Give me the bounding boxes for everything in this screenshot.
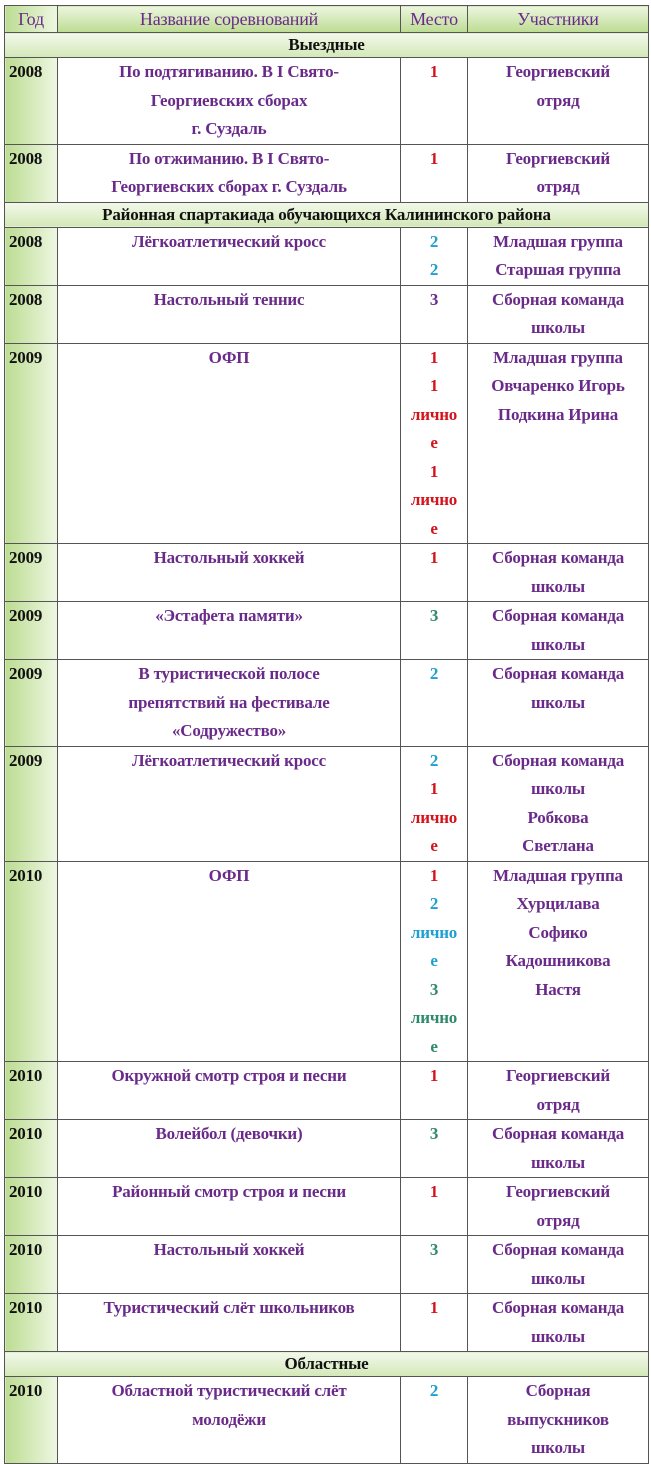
header-place: Место (401, 6, 468, 33)
place-line: лично (410, 1008, 458, 1027)
year-cell: 2009 (5, 660, 58, 747)
year-cell: 2010 (5, 1120, 58, 1178)
participants-cell (468, 144, 649, 202)
participants-cell (468, 343, 649, 544)
participants-line: Георгиевский (506, 148, 610, 168)
year-cell: 2010 (5, 1377, 58, 1464)
year-cell: 2008 (5, 58, 58, 145)
participants-cell (468, 1294, 649, 1352)
competitions-table (4, 5, 649, 1464)
place-line: 2 (429, 260, 439, 279)
year-cell: 2008 (5, 285, 58, 343)
participants-line: Софико (528, 922, 588, 942)
participants-line: Сборная команда (491, 1124, 625, 1143)
table-row (5, 861, 649, 1062)
table-row (5, 1236, 649, 1294)
participants-line: Младшая группа (493, 347, 623, 367)
participants-line: Подкина Ирина (497, 404, 619, 424)
table-row (5, 544, 649, 602)
place-line: е (430, 951, 438, 970)
competition-name-cell (58, 1178, 401, 1236)
competition-name-line: ОФП (208, 865, 250, 885)
competition-name-line: В туристической полосе (138, 664, 320, 683)
header-name: Название соревнований (58, 6, 401, 33)
table-row (5, 746, 649, 861)
place-line: 1 (429, 865, 439, 885)
section-row (5, 1352, 649, 1377)
competition-name-line: Настольный теннис (153, 289, 305, 309)
participants-cell (468, 1062, 649, 1120)
competition-name-line: Настольный хоккей (153, 1240, 305, 1259)
competition-name-line: ОФП (208, 347, 250, 367)
place-line: 1 (429, 62, 439, 81)
place-cell (401, 285, 468, 343)
place-cell (401, 602, 468, 660)
table-row (5, 602, 649, 660)
place-line: 1 (429, 779, 439, 798)
place-line: е (430, 518, 438, 538)
participants-cell (468, 285, 649, 343)
participants-line: Сборная команда (491, 289, 625, 309)
place-line: 3 (429, 1124, 439, 1143)
place-cell (401, 1377, 468, 1464)
competition-name-line: «Содружество» (171, 721, 287, 740)
competition-name-line: Лёгкоатлетический кросс (132, 231, 326, 251)
year-cell: 2010 (5, 1062, 58, 1120)
participants-line: отряд (536, 1210, 580, 1230)
year-cell: 2009 (5, 343, 58, 544)
competition-name-cell (58, 227, 401, 285)
competition-name-line: препятствий на фестивале (128, 692, 330, 712)
section-title: Районная спартакиада обучающихся Калининского района (5, 202, 649, 227)
competition-name-line: «Эстафета памяти» (155, 606, 303, 625)
place-line: 3 (429, 606, 439, 625)
place-line: 2 (429, 664, 439, 683)
place-line: 1 (429, 1066, 439, 1085)
participants-line: школы (530, 1152, 585, 1172)
competition-name-cell (58, 1120, 401, 1178)
place-line: 3 (429, 289, 439, 309)
participants-cell (468, 746, 649, 861)
participants-cell (468, 544, 649, 602)
competition-name-cell (58, 1294, 401, 1352)
place-line: 1 (429, 1182, 439, 1201)
competition-name-cell (58, 1236, 401, 1294)
competition-name-cell (58, 285, 401, 343)
year-cell: 2010 (5, 1236, 58, 1294)
participants-line: школы (530, 1268, 585, 1288)
competition-name-line: г. Суздаль (191, 119, 267, 138)
participants-line: выпускников (507, 1409, 609, 1429)
section-row (5, 33, 649, 58)
participants-line: Сборная команда (491, 606, 625, 625)
participants-line: Настя (535, 979, 581, 999)
participants-cell (468, 58, 649, 145)
participants-line: Георгиевский (506, 62, 610, 81)
participants-line: Георгиевский (506, 1066, 610, 1085)
place-line: лично (410, 490, 458, 509)
participants-cell (468, 1120, 649, 1178)
participants-line: школы (530, 1326, 585, 1346)
participants-line: Кадошникова (505, 951, 611, 970)
place-cell (401, 1236, 468, 1294)
year-cell: 2010 (5, 861, 58, 1062)
participants-cell (468, 1178, 649, 1236)
participants-cell (468, 227, 649, 285)
place-line: лично (410, 807, 458, 827)
place-cell (401, 746, 468, 861)
participants-cell (468, 602, 649, 660)
competition-name-cell (58, 144, 401, 202)
competition-name-line: Георгиевских сборах г. Суздаль (111, 177, 347, 196)
place-cell (401, 1062, 468, 1120)
participants-line: Младшая группа (493, 231, 623, 251)
competition-name-cell (58, 746, 401, 861)
participants-line: школы (530, 576, 585, 596)
table-row (5, 285, 649, 343)
participants-cell (468, 861, 649, 1062)
competition-name-cell (58, 544, 401, 602)
place-line: 2 (429, 894, 439, 913)
participants-line: отряд (536, 177, 580, 196)
year-cell: 2009 (5, 544, 58, 602)
participants-line: школы (530, 692, 585, 712)
table-row (5, 1062, 649, 1120)
header-row (5, 6, 649, 33)
place-cell (401, 1178, 468, 1236)
competition-name-cell (58, 343, 401, 544)
year-cell: 2008 (5, 144, 58, 202)
place-line: 2 (429, 750, 439, 770)
participants-line: Сборная команда (491, 750, 625, 770)
competition-name-line: Областной туристический слёт (111, 1381, 347, 1400)
competition-name-cell (58, 602, 401, 660)
place-line: е (430, 1036, 438, 1056)
section-title: Областные (5, 1352, 649, 1377)
table-row (5, 1120, 649, 1178)
competition-name-line: Настольный хоккей (153, 548, 305, 567)
participants-line: школы (530, 634, 585, 654)
place-cell (401, 861, 468, 1062)
participants-line: Георгиевский (506, 1182, 610, 1201)
year-cell: 2008 (5, 227, 58, 285)
place-cell (401, 660, 468, 747)
table-row (5, 660, 649, 747)
participants-line: Хурцилава (516, 894, 600, 913)
table-body (5, 33, 649, 1464)
participants-line: Робкова (527, 807, 589, 827)
competition-name-cell (58, 1062, 401, 1120)
participants-line: Светлана (522, 836, 594, 855)
competition-name-line: Георгиевских сборах (150, 90, 308, 110)
participants-line: Сборная команда (491, 1240, 625, 1259)
table-row (5, 343, 649, 544)
participants-line: отряд (536, 90, 580, 110)
section-row (5, 202, 649, 227)
header-year: Год (5, 6, 58, 33)
place-line: 3 (429, 1240, 439, 1259)
competition-name-cell (58, 1377, 401, 1464)
year-cell: 2009 (5, 602, 58, 660)
competition-name-cell (58, 660, 401, 747)
competition-name-line: По подтягиванию. В I Свято- (119, 62, 339, 81)
place-line: 3 (429, 979, 439, 999)
participants-cell (468, 1236, 649, 1294)
participants-line: Сборная команда (491, 548, 625, 567)
place-cell (401, 1120, 468, 1178)
participants-line: школы (530, 779, 585, 798)
place-line: 2 (429, 1381, 439, 1400)
participants-line: Сборная команда (491, 1298, 625, 1317)
place-line: 1 (429, 376, 439, 395)
table-row (5, 227, 649, 285)
place-line: 2 (429, 231, 439, 251)
place-line: 1 (429, 548, 439, 567)
competition-name-line: Районный смотр строя и песни (112, 1182, 346, 1201)
competition-name-line: Окружной смотр строя и песни (111, 1066, 347, 1085)
table-row (5, 1178, 649, 1236)
participants-line: Младшая группа (493, 865, 623, 885)
table-row (5, 144, 649, 202)
competition-name-cell (58, 58, 401, 145)
participants-line: Сборная (525, 1381, 591, 1400)
competition-name-line: По отжиманию. В I Свято- (128, 148, 330, 168)
place-line: лично (410, 404, 458, 424)
year-cell: 2010 (5, 1294, 58, 1352)
competition-name-cell (58, 861, 401, 1062)
competition-name-line: Волейбол (девочки) (155, 1124, 303, 1143)
header-participants: Участники (468, 6, 649, 33)
section-title: Выездные (5, 33, 649, 58)
participants-line: школы (530, 1438, 585, 1457)
place-cell (401, 227, 468, 285)
participants-cell (468, 1377, 649, 1464)
competition-name-line: молодёжи (192, 1409, 266, 1429)
place-line: е (430, 433, 438, 452)
participants-line: Сборная команда (491, 664, 625, 683)
competition-name-line: Туристический слёт школьников (103, 1298, 355, 1317)
place-cell (401, 343, 468, 544)
place-cell (401, 1294, 468, 1352)
participants-cell (468, 660, 649, 747)
place-line: 1 (429, 461, 439, 481)
place-line: 1 (429, 1298, 439, 1317)
table-row (5, 58, 649, 145)
participants-line: Старшая группа (495, 260, 621, 279)
place-line: лично (410, 922, 458, 942)
place-cell (401, 144, 468, 202)
table-row (5, 1377, 649, 1464)
place-line: е (430, 836, 438, 855)
participants-line: школы (530, 318, 585, 337)
place-line: 1 (429, 347, 439, 367)
participants-line: отряд (536, 1094, 580, 1114)
place-cell (401, 544, 468, 602)
place-cell (401, 58, 468, 145)
year-cell: 2009 (5, 746, 58, 861)
place-line: 1 (429, 148, 439, 168)
competition-name-line: Лёгкоатлетический кросс (132, 750, 326, 770)
year-cell: 2010 (5, 1178, 58, 1236)
table-row (5, 1294, 649, 1352)
participants-line: Овчаренко Игорь (491, 376, 625, 395)
